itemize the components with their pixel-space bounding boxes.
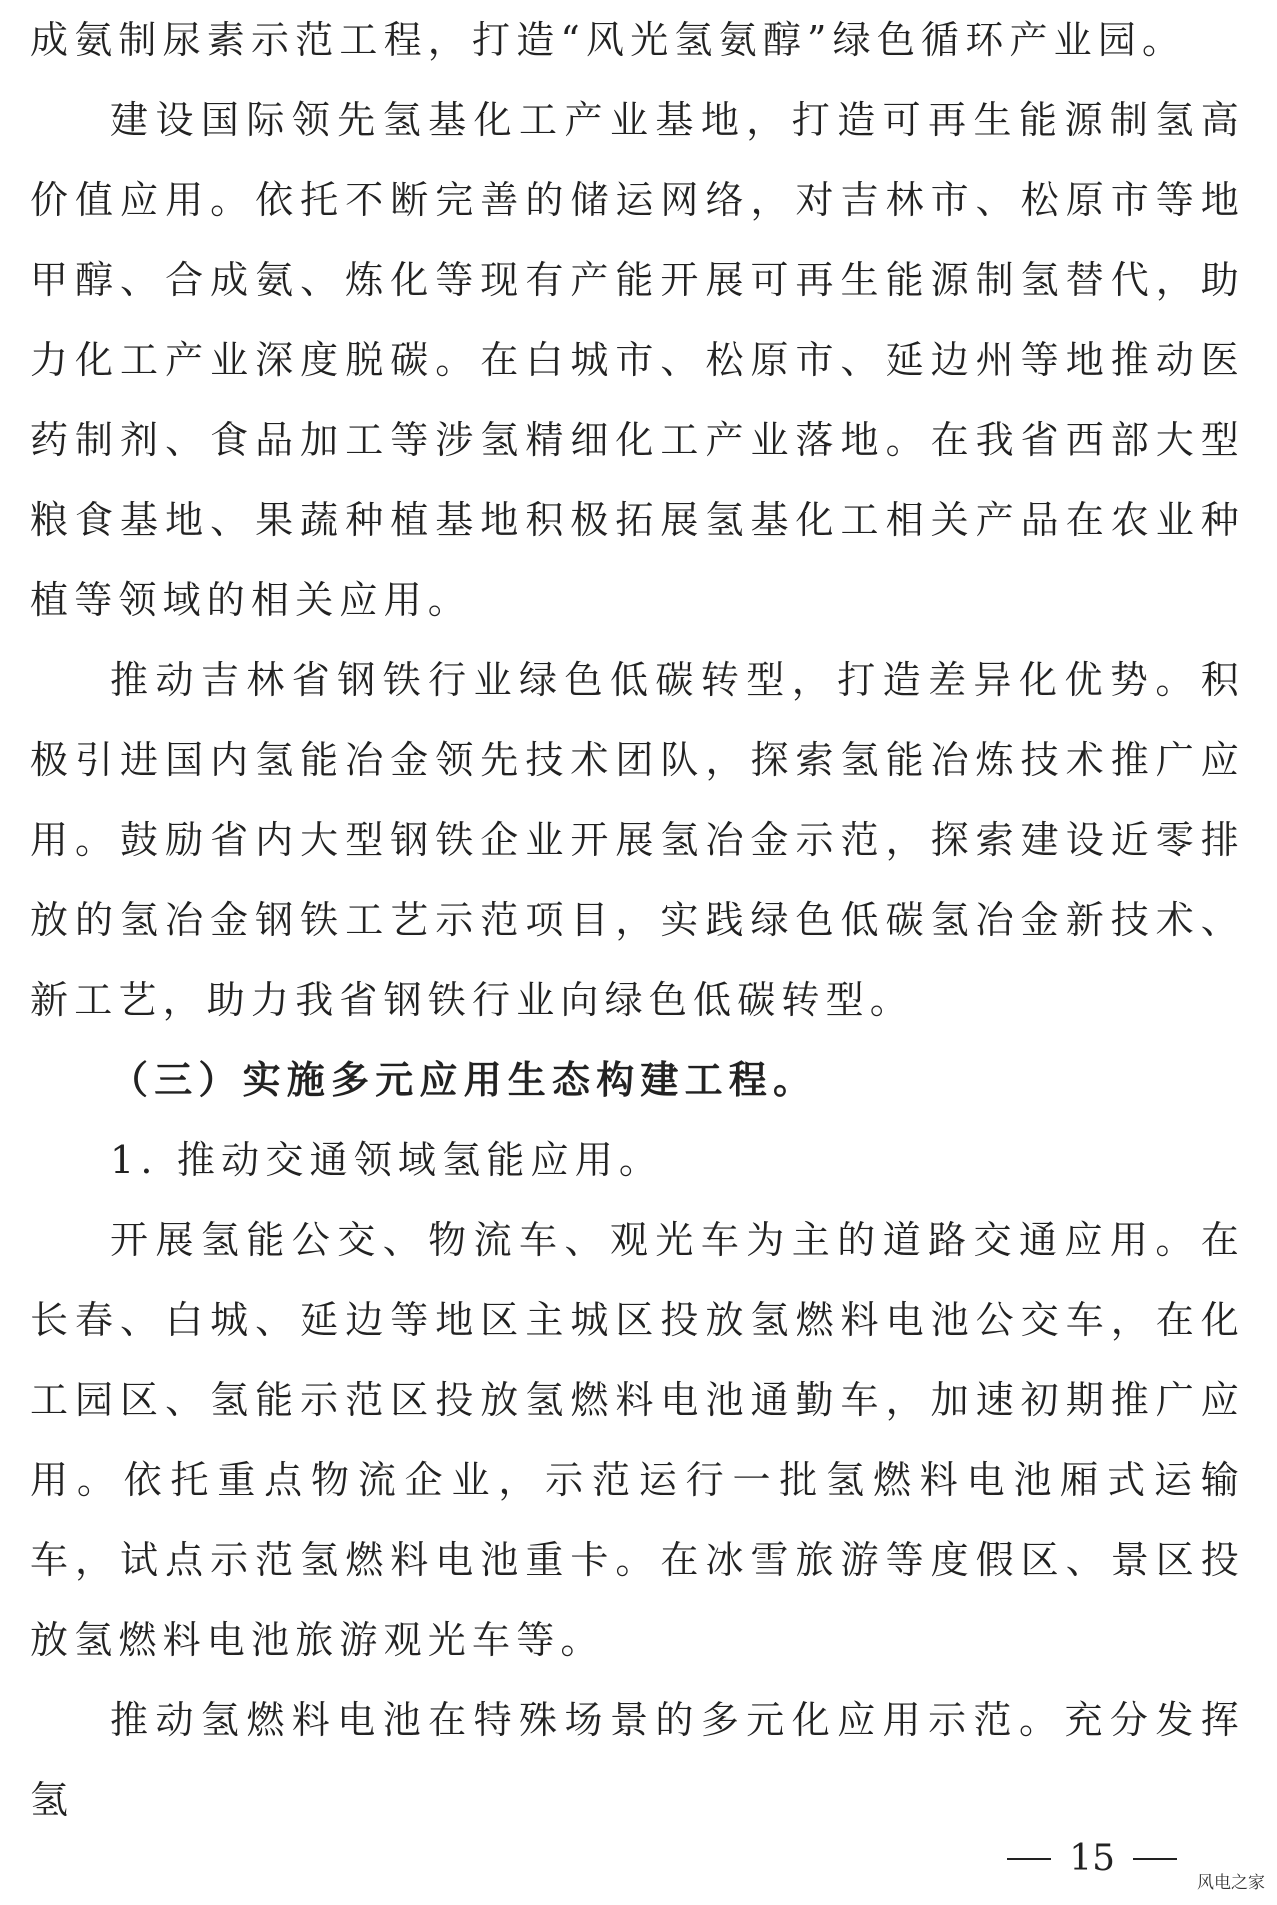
page-number: 15 [1069, 1838, 1115, 1879]
watermark-text: 风电之家 [1197, 1873, 1265, 1893]
document-body [30, 0, 1245, 1840]
footer-dash-right [1133, 1858, 1177, 1860]
paragraph-road-transport: 开展氢能公交、物流车、观光车为主的道路交通应用。在长春、白城、延边等地区主城区投放氢燃料电池公交车，在化工园区、氢能示范区投放氢燃料电池通勤车，加速初期推广应用。依托重点物流企业，示范运行一批氢燃料电池厢式运输车，试点示范氢燃料电池重卡。在冰雪旅游等度假区、景区投放氢燃料电池旅游观光车等。 [30, 1218, 1245, 1662]
footer-dash-left [1007, 1858, 1051, 1860]
paragraph-hydrogen-chemical: 建设国际领先氢基化工产业基地，打造可再生能源制氢高价值应用。依托不断完善的储运网络，对吉林市、松原市等地甲醇、合成氨、炼化等现有产能开展可再生能源制氢替代，助力化工产业深度脱碳。在白城市、松原市、延边州等地推动医药制剂、食品加工等涉氢精细化工产业落地。在我省西部大型粮食基地、果蔬种植基地积极拓展氢基化工相关产品在农业种植等领域的相关应用。 [30, 98, 1245, 622]
subsection-heading-transport: 1. 推动交通领域氢能应用。 [110, 1138, 664, 1182]
page-footer [1007, 1838, 1177, 1879]
paragraph-special-scenarios: 推动氢燃料电池在特殊场景的多元化应用示范。充分发挥氢 [30, 1698, 1245, 1822]
paragraph-continuation: 成氨制尿素示范工程，打造“风光氢氨醇”绿色循环产业园。 [30, 18, 1187, 62]
paragraph-steel-industry: 推动吉林省钢铁行业绿色低碳转型，打造差异化优势。积极引进国内氢能冶金领先技术团队，探索氢能冶炼技术推广应用。鼓励省内大型钢铁企业开展氢冶金示范，探索建设近零排放的氢冶金钢铁工艺示范项目，实践绿色低碳氢冶金新技术、新工艺，助力我省钢铁行业向绿色低碳转型。 [30, 658, 1245, 1022]
section-heading-three: （三）实施多元应用生态构建工程。 [110, 1057, 818, 1102]
